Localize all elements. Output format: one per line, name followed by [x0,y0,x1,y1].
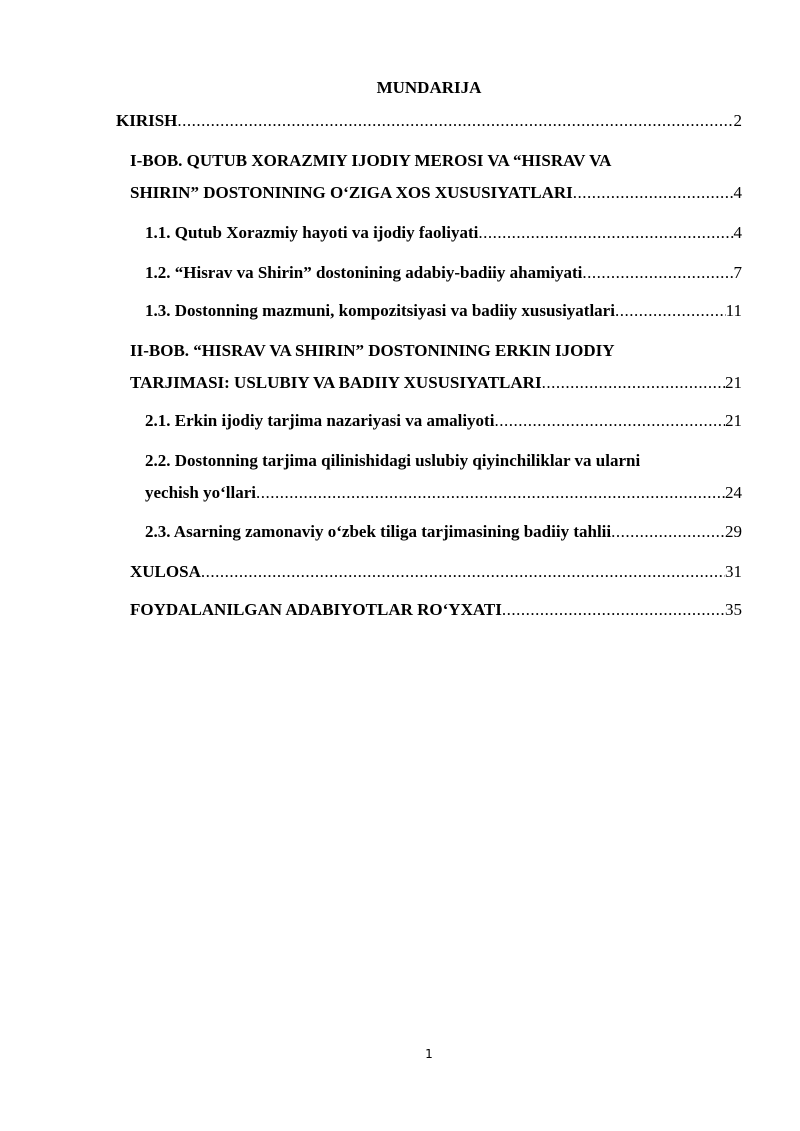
toc-entry-page: 29 [725,522,742,541]
toc-entry-line [130,146,742,178]
toc-entry-line [130,178,742,210]
toc-entry-line [145,478,742,510]
toc-entry-title: 2.2. Dostonning tarjima qilinishidagi uslubiy qiyinchiliklar va ularni [145,451,641,470]
toc-entry-title: 1.3. Dostonning mazmuni, kompozitsiyasi va badiiy xususiyatlari [145,301,615,320]
toc-entry-section-2-1[interactable] [145,406,742,438]
toc-entry-line [145,258,742,290]
dot-leader [615,296,726,326]
dot-leader [611,517,725,547]
toc-entry-title: I-BOB. QUTUB XORAZMIY IJODIY MEROSI VA “HISRAV VA [130,151,612,170]
page-number: 1 [425,1047,433,1061]
dot-leader [256,478,725,508]
toc-entry-line [145,406,742,438]
toc-entry-page: 35 [725,600,742,619]
toc-entry-title: 1.1. Qutub Xorazmiy hayoti va ijodiy faoliyati [145,223,479,242]
dot-leader [201,557,725,587]
toc-entry-title: 2.3. Asarning zamonaviy o‘zbek tiliga tarjimasining badiiy tahlii [145,522,612,541]
toc-entry-page: 4 [733,183,742,202]
toc-entry-page: 2 [733,111,742,130]
toc-entry-line [130,368,742,400]
toc-entry-page: 11 [725,301,742,320]
toc-entry-title: 2.1. Erkin ijodiy tarjima nazariyasi va amaliyoti [145,411,495,430]
toc-entry-title: II-BOB. “HISRAV VA SHIRIN” DOSTONINING ERKIN IJODIY [130,341,615,360]
dot-leader [494,406,725,436]
toc-entry-section-1-2[interactable] [145,258,742,290]
dot-leader [542,368,725,398]
toc-entry-kirish[interactable] [116,106,742,138]
toc-entry-line [130,595,742,627]
toc-entry-page: 31 [725,562,742,581]
toc-entry-line [145,296,742,328]
dot-leader [478,218,733,248]
toc-entry-chapter-2[interactable] [130,336,742,400]
toc-entry-chapter-1[interactable] [130,146,742,210]
toc-entry-page: 21 [725,373,742,392]
toc-entry-page: 24 [725,483,742,502]
toc-entry-title: FOYDALANILGAN ADABIYOTLAR RO‘YXATI [130,600,502,619]
dot-leader [502,595,725,625]
toc-entry-page: 4 [733,223,742,242]
dot-leader [582,258,733,288]
dot-leader [573,178,734,208]
toc-entry-line [130,336,742,368]
toc-entry-section-2-3[interactable] [145,517,742,549]
toc-title: MUNDARIJA [376,78,482,97]
toc-entry-title-continued: TARJIMASI: USLUBIY VA BADIIY XUSUSIYATLARI [130,373,542,392]
toc-entry-line [145,446,742,478]
toc-entry-title-continued: yechish yo‘llari [145,483,256,502]
toc-entry-line [130,557,742,589]
toc-entry-line [145,517,742,549]
toc-entry-line [145,218,742,250]
toc-entry-line [116,106,742,138]
toc-entry-section-1-1[interactable] [145,218,742,250]
toc-entry-title: XULOSA [130,562,201,581]
dot-leader [177,106,733,136]
toc-entry-title: KIRISH [116,111,178,130]
toc-entry-page: 21 [725,411,742,430]
toc-entry-section-1-3[interactable] [145,296,742,328]
toc-entry-title: 1.2. “Hisrav va Shirin” dostonining adabiy-badiiy ahamiyati [145,263,583,282]
toc-entry-section-2-2[interactable] [145,446,742,510]
toc-entry-title-continued: SHIRIN” DOSTONINING O‘ZIGA XOS XUSUSIYATLARI [130,183,573,202]
toc-entry-references[interactable] [130,595,742,627]
toc-entry-xulosa[interactable] [130,557,742,589]
toc-entry-page: 7 [733,263,742,282]
